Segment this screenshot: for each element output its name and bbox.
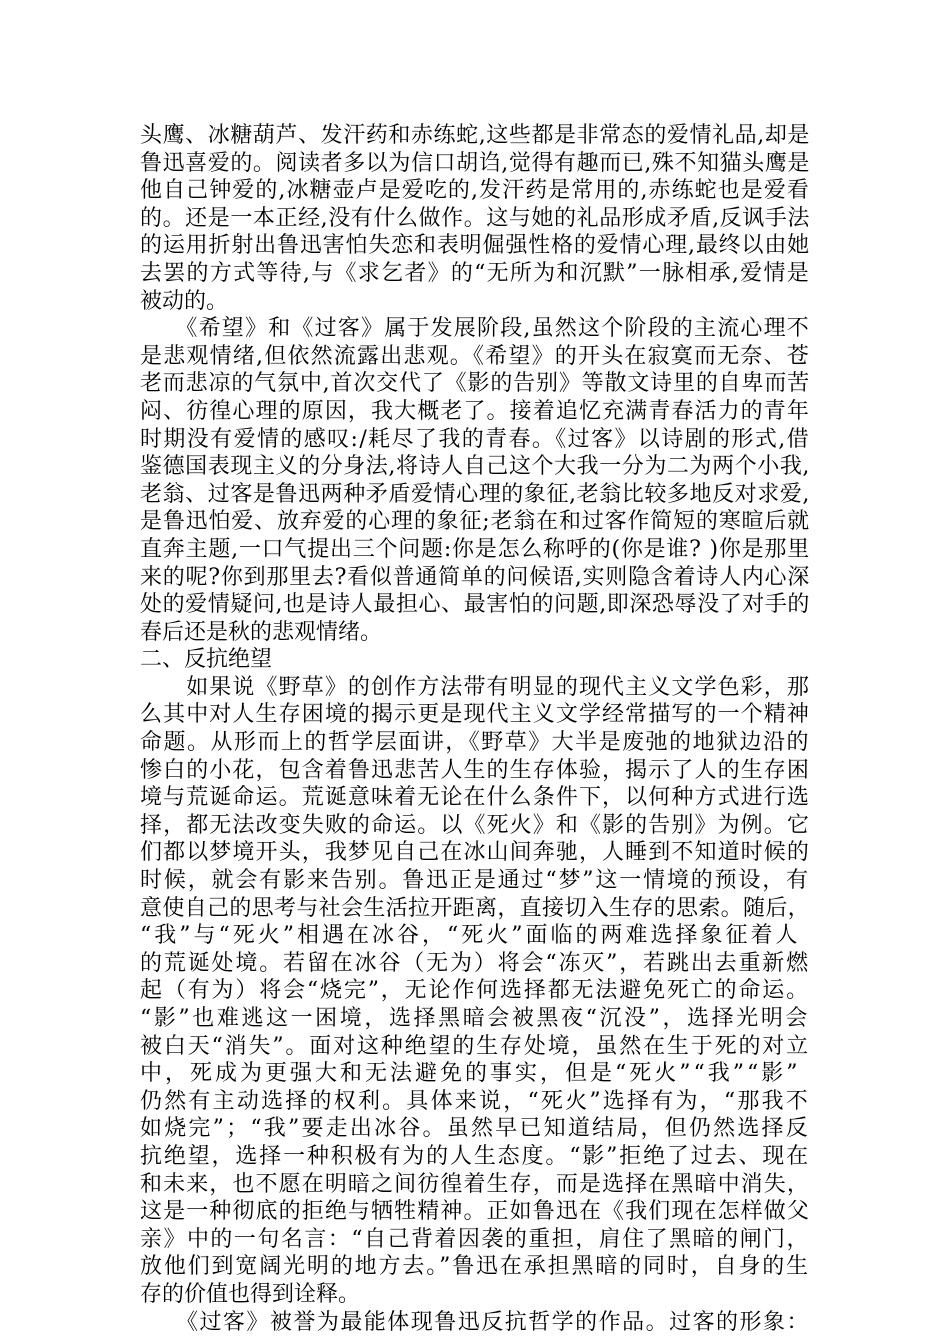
text-line: 《过客》被誉为最能体现鲁迅反抗哲学的作品。过客的形象： bbox=[140, 1309, 810, 1335]
text-line: 老翁、过客是鲁迅两种矛盾爱情心理的象征,老翁比较多地反对求爱, bbox=[140, 481, 810, 507]
text-line: 命题。从形而上的哲学层面讲，《野草》大半是废弛的地狱边沿的 bbox=[140, 730, 810, 756]
text-line: 时候，就会有影来告别。鲁迅正是通过“梦”这一情境的预设，有 bbox=[140, 868, 810, 894]
text-line: 亲》中的一句名言：“自己背着因袭的重担，肩住了黑暗的闸门， bbox=[140, 1226, 810, 1252]
text-line: 抗绝望，选择一种积极有为的人生态度。“影”拒绝了过去、现在 bbox=[140, 1143, 810, 1169]
text-line: 和未来，也不愿在明暗之间彷徨着生存，而是选择在黑暗中消失， bbox=[140, 1171, 810, 1197]
text-line: 他自己钟爱的,冰糖壶卢是爱吃的,发汗药是常用的,赤练蛇也是爱看 bbox=[140, 178, 810, 204]
text-line: 意使自己的思考与社会生活拉开距离，直接切入生存的思索。随后， bbox=[140, 895, 810, 921]
text-line: 如烧完”；“我”要走出冰谷。虽然早已知道结局，但仍然选择反 bbox=[140, 1116, 810, 1142]
text-line: 的荒诞处境。若留在冰谷（无为）将会“冻灭”，若跳出去重新燃 bbox=[140, 950, 810, 976]
text-line: 起（有为）将会“烧完”，无论作何选择都无法避免死亡的命运。 bbox=[140, 978, 810, 1004]
text-line: 时期没有爱情的感叹:/耗尽了我的青春。《过客》以诗剧的形式,借 bbox=[140, 426, 810, 452]
text-line: 放他们到宽阔光明的地方去。”鲁迅在承担黑暗的同时，自身的生 bbox=[140, 1254, 810, 1280]
text-line: 头鹰、冰糖葫芦、发汗药和赤练蛇,这些都是非常态的爱情礼品,却是 bbox=[140, 123, 810, 148]
text-line: 择，都无法改变失败的命运。以《死火》和《影的告别》为例。它 bbox=[140, 812, 810, 838]
text-line: 是鲁迅怕爱、放弃爱的心理的象征;老翁在和过客作简短的寒暄后就 bbox=[140, 509, 810, 535]
text-line: 鲁迅喜爱的。阅读者多以为信口胡诌,觉得有趣而已,殊不知猫头鹰是 bbox=[140, 150, 810, 176]
text-line: 来的呢?你到那里去?看似普通简单的问候语,实则隐含着诗人内心深 bbox=[140, 564, 810, 590]
text-line: 被动的。 bbox=[140, 288, 229, 314]
text-line: 的。还是一本正经,没有什么做作。这与她的礼品形成矛盾,反讽手法 bbox=[140, 205, 810, 231]
text-line: 闷、彷徨心理的原因，我大概老了。接着追忆充满青春活力的青年 bbox=[140, 398, 810, 424]
text-line: 是悲观情绪,但依然流露出悲观。《希望》的开头在寂寞而无奈、苍 bbox=[140, 343, 810, 369]
text-line: 老而悲凉的气氛中,首次交代了《影的告别》等散文诗里的自卑而苦 bbox=[140, 371, 810, 397]
text-line: 们都以梦境开头，我梦见自己在冰山间奔驰，人睡到不知道时候的 bbox=[140, 840, 810, 866]
text-line: “影”也难逃这一困境，选择黑暗会被黑夜“沉没”，选择光明会 bbox=[140, 1006, 810, 1031]
text-line: 么其中对人生存困境的揭示更是现代主义文学经常描写的一个精神 bbox=[140, 702, 810, 728]
text-line: 惨白的小花，包含着鲁迅悲苦人生的生存体验，揭示了人的生存困 bbox=[140, 757, 810, 783]
text-line: 春后还是秋的悲观情绪。 bbox=[140, 619, 383, 645]
text-line: 鉴德国表现主义的分身法,将诗人自己这个大我一分为二为两个小我, bbox=[140, 454, 810, 480]
text-line: 仍然有主动选择的权利。具体来说，“死火”选择有为，“那我不 bbox=[140, 1088, 810, 1114]
text-line: “我”与“死火”相遇在冰谷，“死火”面临的两难选择象征着人 bbox=[140, 923, 801, 949]
text-line: 中，死成为更强大和无法避免的事实，但是“死火”“我”“影” bbox=[140, 1061, 801, 1087]
text-line: 去罢的方式等待,与《求乞者》的“无所为和沉默”一脉相承,爱情是 bbox=[140, 260, 810, 286]
text-line: 被白天“消失”。面对这种绝望的生存处境，虽然在生于死的对立 bbox=[140, 1033, 810, 1059]
text-line: 境与荒诞命运。荒诞意味着无论在什么条件下，以何种方式进行选 bbox=[140, 785, 810, 811]
text-line: 的运用折射出鲁迅害怕失恋和表明倔强性格的爱情心理,最终以由她 bbox=[140, 233, 810, 259]
text-line: 这是一种彻底的拒绝与牺牲精神。正如鲁迅在《我们现在怎样做父 bbox=[140, 1199, 810, 1225]
text-line: 如果说《野草》的创作方法带有明显的现代主义文学色彩，那 bbox=[140, 674, 810, 700]
body-text bbox=[140, 122, 810, 1336]
text-line: 存的价值也得到诠释。 bbox=[140, 1281, 361, 1307]
text-line: 直奔主题,一口气提出三个问题:你是怎么称呼的(你是谁? )你是那里 bbox=[140, 536, 810, 562]
text-line: 二、反抗绝望 bbox=[140, 647, 273, 673]
text-line: 《希望》和《过客》属于发展阶段,虽然这个阶段的主流心理不 bbox=[140, 316, 810, 342]
text-line: 处的爱情疑问,也是诗人最担心、最害怕的问题,即深恐辱没了对手的 bbox=[140, 592, 810, 618]
